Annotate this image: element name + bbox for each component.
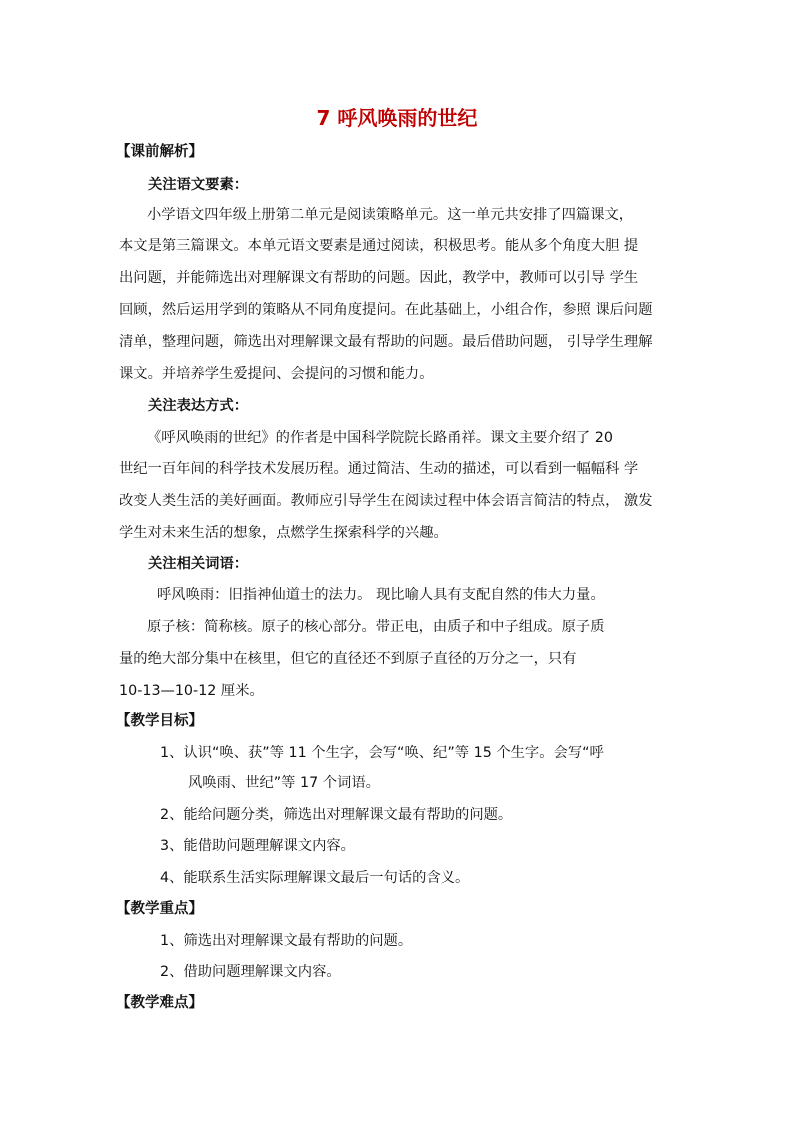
paragraph-line: 《呼风唤雨的世纪》的作者是中国科学院院长路甬祥。课文主要介绍了 20 — [147, 430, 613, 446]
list-item: 3、能借助问题理解课文内容。 — [160, 838, 355, 854]
list-item: 1、认识“唤、获”等 11 个生字，会写“唤、纪”等 15 个生字。会写“呼 — [160, 745, 604, 761]
paragraph-line: 呼风唤雨：旧指神仙道士的法力。 现比喻人具有支配自然的伟大力量。 — [157, 587, 605, 603]
paragraph-line: 小学语文四年级上册第二单元是阅读策略单元。这一单元共安排了四篇课文， — [147, 207, 634, 223]
list-item: 2、借助问题理解课文内容。 — [160, 964, 341, 980]
section-heading-goals: 【教学目标】 — [116, 713, 203, 729]
section-heading-prelesson: 【课前解析】 — [116, 144, 203, 160]
list-item: 1、筛选出对理解课文最有帮助的问题。 — [160, 933, 413, 949]
subheading-focus-expression: 关注表达方式： — [148, 398, 249, 414]
document-title: 7 呼风唤雨的世纪 — [316, 106, 478, 130]
paragraph-line: 清单，整理问题，筛选出对理解课文最有帮助的问题。最后借助问题， 引导学生理解 — [119, 334, 653, 350]
list-item: 4、能联系生活实际理解课文最后一句话的含义。 — [160, 870, 470, 886]
paragraph-line: 量的绝大部分集中在核里，但它的直径还不到原子直径的万分之一，只有 — [119, 651, 577, 667]
paragraph-line: 10-13—10-12 厘米。 — [119, 683, 264, 699]
list-item: 2、能给问题分类，筛选出对理解课文最有帮助的问题。 — [160, 807, 513, 823]
paragraph-line: 改变人类生活的美好画面。教师应引导学生在阅读过程中体会语言简洁的特点， 激发 — [119, 493, 653, 509]
paragraph-line: 学生对未来生活的想象，点燃学生探索科学的兴趣。 — [119, 525, 448, 541]
paragraph-line: 世纪一百年间的科学技术发展历程。通过简洁、生动的描述，可以看到一幅幅科 学 — [119, 461, 639, 477]
paragraph-line: 原子核：简称核。原子的核心部分。带正电，由质子和中子组成。原子质 — [147, 619, 605, 635]
section-heading-key-points: 【教学重点】 — [116, 901, 203, 917]
paragraph-line: 回顾，然后运用学到的策略从不同角度提问。在此基础上，小组合作，参照 课后问题 — [119, 302, 653, 318]
subheading-focus-elements: 关注语文要素： — [148, 177, 249, 193]
section-heading-difficulties: 【教学难点】 — [116, 995, 203, 1011]
subheading-focus-words: 关注相关词语： — [148, 556, 249, 572]
paragraph-line: 课文。并培养学生爱提问、会提问的习惯和能力。 — [119, 366, 434, 382]
list-item: 风唤雨、世纪”等 17 个词语。 — [188, 775, 380, 791]
paragraph-line: 出问题，并能筛选出对理解课文有帮助的问题。因此，教学中，教师可以引导 学生 — [119, 270, 639, 286]
paragraph-line: 本文是第三篇课文。本单元语文要素是通过阅读，积极思考。能从多个角度大胆 提 — [119, 238, 639, 254]
